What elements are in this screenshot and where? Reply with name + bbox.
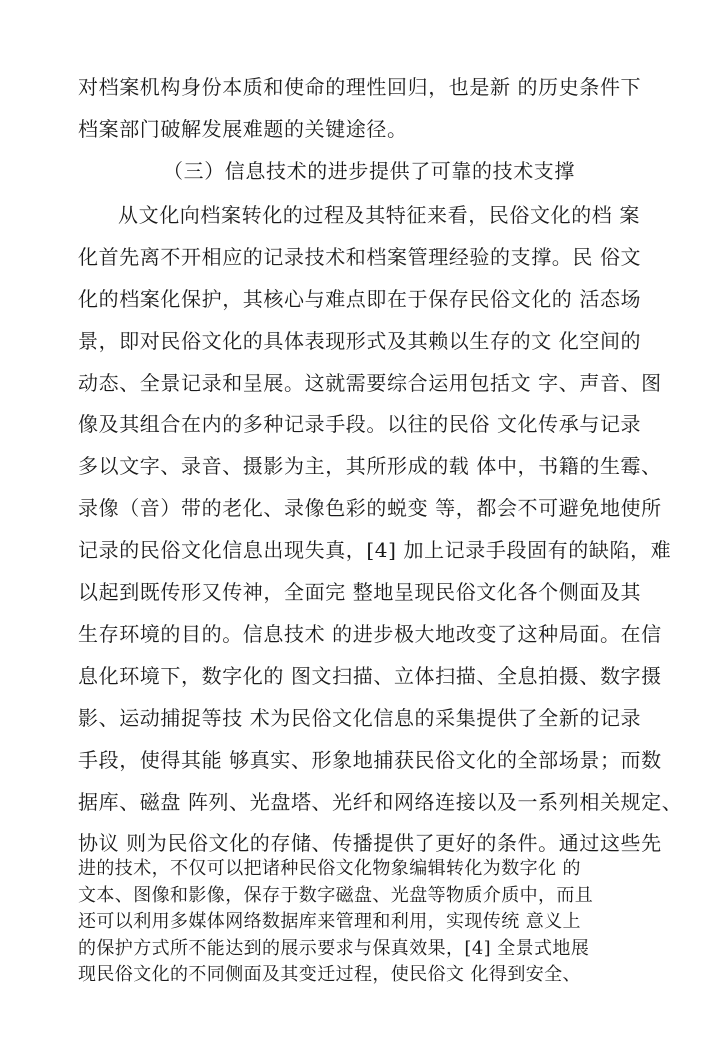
body-line: 生存环境的目的。信息技术 的进步极大地改变了这种局面。在信 xyxy=(78,622,662,646)
body-line: 息化环境下，数字化的 图文扫描、立体扫描、全息拍摄、数字摄 xyxy=(78,664,662,688)
body-line: 像及其组合在内的多种记录手段。以往的民俗 文化传承与记录 xyxy=(78,412,642,436)
section-heading: （三）信息技术的进步提供了可靠的技术支撑 xyxy=(163,159,575,183)
body-line: 记录的民俗文化信息出现失真，[4] 加上记录手段固有的缺陷，难 xyxy=(78,538,672,562)
body-line: 协议 则为民俗文化的存储、传播提供了更好的条件。通过这些先 xyxy=(78,831,662,855)
body-line: 化首先离不开相应的记录技术和档案管理经验的支撑。民 俗文 xyxy=(78,245,642,269)
body-line: 据库、磁盘 阵列、光盘塔、光纤和网络连接以及一系列相关规定、 xyxy=(78,790,683,814)
body-line: 档案部门破解发展难题的关键途径。 xyxy=(78,117,408,141)
body-line: 对档案机构身份本质和使命的理性回归，也是新 的历史条件下 xyxy=(78,75,642,99)
body-line: 从文化向档案转化的过程及其特征来看，民俗文化的档 案 xyxy=(118,203,640,227)
body-line: 的保护方式所不能达到的展示要求与保真效果，[4] 全景式地展 xyxy=(78,938,590,959)
body-line: 录像（音）带的老化、录像色彩的蜕变 等，都会不可避免地使所 xyxy=(78,496,662,520)
body-line: 文本、图像和影像，保存于数字磁盘、光盘等物质介质中，而且 xyxy=(78,885,594,906)
body-line: 现民俗文化的不同侧面及其变迁过程，使民俗文 化得到安全、 xyxy=(78,964,581,985)
body-line: 化的档案化保护，其核心与难点即在于保存民俗文化的 活态场 xyxy=(78,287,642,311)
body-line: 景，即对民俗文化的具体表现形式及其赖以生存的文 化空间的 xyxy=(78,329,642,353)
body-line: 影、运动捕捉等技 术为民俗文化信息的采集提供了全新的记录 xyxy=(78,706,642,730)
body-line: 以起到既传形又传神，全面完 整地呈现民俗文化各个侧面及其 xyxy=(78,580,642,604)
body-line: 手段，使得其能 够真实、形象地捕获民俗文化的全部场景；而数 xyxy=(78,748,662,772)
body-line: 还可以利用多媒体网络数据库来管理和利用，实现传统 意义上 xyxy=(78,911,581,932)
body-line: 动态、全景记录和呈展。这就需要综合运用包括文 字、声音、图 xyxy=(78,371,662,395)
body-line: 多以文字、录音、摄影为主，其所形成的载 体中，书籍的生霉、 xyxy=(78,454,662,478)
body-line: 进的技术，不仅可以把诸种民俗文化物象编辑转化为数字化 的 xyxy=(78,858,581,879)
